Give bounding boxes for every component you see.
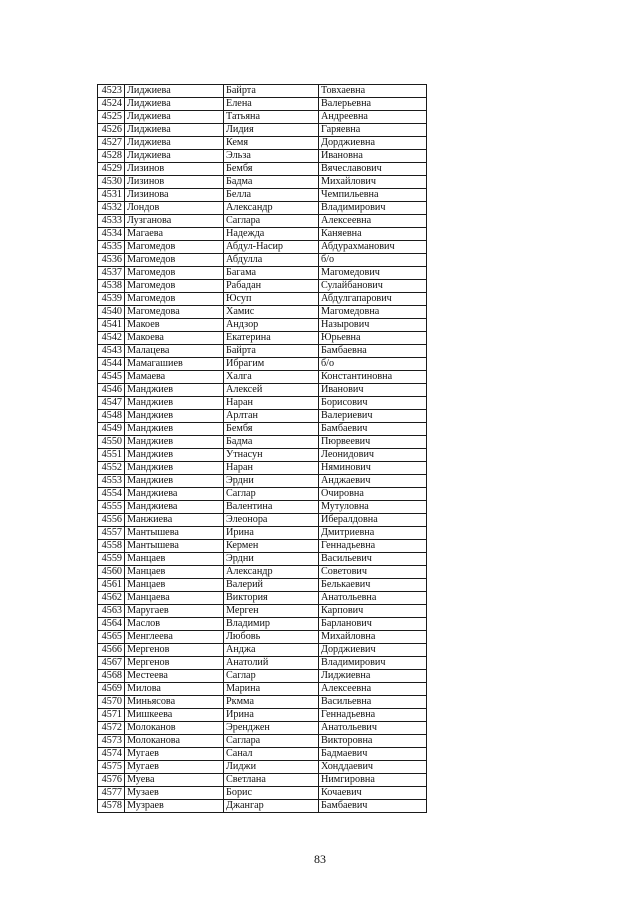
table-row <box>98 150 427 163</box>
patronymic-cell: Леонидович <box>319 449 427 462</box>
patronymic-cell: Сулайбанович <box>319 280 427 293</box>
table-row <box>98 475 427 488</box>
table-row <box>98 345 427 358</box>
surname-cell: Магаева <box>125 228 224 241</box>
surname-cell: Малацева <box>125 345 224 358</box>
page-number: 83 <box>314 852 326 866</box>
patronymic-cell: Барланович <box>319 618 427 631</box>
first-name-cell: Надежда <box>224 228 319 241</box>
patronymic-cell: Бамбаевна <box>319 345 427 358</box>
patronymic-cell: Вячеславович <box>319 163 427 176</box>
table-row <box>98 579 427 592</box>
first-name-cell: Ирина <box>224 709 319 722</box>
surname-cell: Молоканова <box>125 735 224 748</box>
row-number-cell: 4545 <box>98 371 125 384</box>
first-name-cell: Ибрагим <box>224 358 319 371</box>
patronymic-cell: Ибералдовна <box>319 514 427 527</box>
patronymic-cell: Юрьевна <box>319 332 427 345</box>
patronymic-cell: Васильевна <box>319 696 427 709</box>
patronymic-cell: Гаряевна <box>319 124 427 137</box>
row-number-cell: 4550 <box>98 436 125 449</box>
surname-cell: Магомедова <box>125 306 224 319</box>
patronymic-cell: Абдурахманович <box>319 241 427 254</box>
table-row <box>98 735 427 748</box>
row-number-cell: 4566 <box>98 644 125 657</box>
table-row <box>98 605 427 618</box>
table-row <box>98 527 427 540</box>
patronymic-cell: б/о <box>319 254 427 267</box>
patronymic-cell: Бамбаевич <box>319 423 427 436</box>
surname-cell: Менглеева <box>125 631 224 644</box>
surname-cell: Мергенов <box>125 644 224 657</box>
first-name-cell: Андзор <box>224 319 319 332</box>
table-row <box>98 332 427 345</box>
patronymic-cell: Владимирович <box>319 657 427 670</box>
row-number-cell: 4578 <box>98 800 125 813</box>
patronymic-cell: Ивановна <box>319 150 427 163</box>
patronymic-cell: Пюрвеевич <box>319 436 427 449</box>
first-name-cell: Абдул-Насир <box>224 241 319 254</box>
table-row <box>98 631 427 644</box>
surname-cell: Лондов <box>125 202 224 215</box>
table-row <box>98 293 427 306</box>
first-name-cell: Эльза <box>224 150 319 163</box>
patronymic-cell: Геннадьевна <box>319 709 427 722</box>
first-name-cell: Ркмма <box>224 696 319 709</box>
surname-cell: Музаев <box>125 787 224 800</box>
table-row <box>98 553 427 566</box>
patronymic-cell: Владимирович <box>319 202 427 215</box>
patronymic-cell: Андреевна <box>319 111 427 124</box>
first-name-cell: Кемя <box>224 137 319 150</box>
patronymic-cell: Михайлович <box>319 176 427 189</box>
table-row <box>98 202 427 215</box>
surname-cell: Манцаев <box>125 553 224 566</box>
table-row <box>98 280 427 293</box>
table-row <box>98 124 427 137</box>
patronymic-cell: Дорджиевна <box>319 137 427 150</box>
row-number-cell: 4548 <box>98 410 125 423</box>
surname-cell: Манджиев <box>125 397 224 410</box>
surname-cell: Лиджиева <box>125 111 224 124</box>
surname-cell: Магомедов <box>125 241 224 254</box>
first-name-cell: Джангар <box>224 800 319 813</box>
first-name-cell: Саглара <box>224 215 319 228</box>
surname-cell: Манджиев <box>125 423 224 436</box>
row-number-cell: 4569 <box>98 683 125 696</box>
table-row <box>98 176 427 189</box>
patronymic-cell: Советович <box>319 566 427 579</box>
row-number-cell: 4546 <box>98 384 125 397</box>
surname-cell: Лузганова <box>125 215 224 228</box>
row-number-cell: 4559 <box>98 553 125 566</box>
row-number-cell: 4563 <box>98 605 125 618</box>
row-number-cell: 4555 <box>98 501 125 514</box>
first-name-cell: Санал <box>224 748 319 761</box>
first-name-cell: Саглар <box>224 670 319 683</box>
table-row <box>98 592 427 605</box>
row-number-cell: 4551 <box>98 449 125 462</box>
first-name-cell: Наран <box>224 462 319 475</box>
table-row <box>98 761 427 774</box>
row-number-cell: 4562 <box>98 592 125 605</box>
first-name-cell: Елена <box>224 98 319 111</box>
patronymic-cell: Чемпильевна <box>319 189 427 202</box>
patronymic-cell: Назырович <box>319 319 427 332</box>
table-row <box>98 85 427 98</box>
row-number-cell: 4558 <box>98 540 125 553</box>
table-row <box>98 462 427 475</box>
patronymic-cell: Кочаевич <box>319 787 427 800</box>
first-name-cell: Валентина <box>224 501 319 514</box>
patronymic-cell: Очировна <box>319 488 427 501</box>
row-number-cell: 4523 <box>98 85 125 98</box>
surname-cell: Манджиев <box>125 410 224 423</box>
first-name-cell: Саглар <box>224 488 319 501</box>
row-number-cell: 4537 <box>98 267 125 280</box>
first-name-cell: Бадма <box>224 436 319 449</box>
first-name-cell: Борис <box>224 787 319 800</box>
surname-cell: Миньясова <box>125 696 224 709</box>
surname-cell: Маслов <box>125 618 224 631</box>
table-row <box>98 774 427 787</box>
patronymic-cell: Магомедович <box>319 267 427 280</box>
table-row <box>98 111 427 124</box>
surname-cell: Манцаева <box>125 592 224 605</box>
first-name-cell: Анджа <box>224 644 319 657</box>
row-number-cell: 4570 <box>98 696 125 709</box>
surname-cell: Магомедов <box>125 293 224 306</box>
first-name-cell: Татьяна <box>224 111 319 124</box>
row-number-cell: 4536 <box>98 254 125 267</box>
patronymic-cell: Валериевич <box>319 410 427 423</box>
table-row <box>98 618 427 631</box>
table-row <box>98 228 427 241</box>
surname-cell: Манджиев <box>125 436 224 449</box>
first-name-cell: Утнасун <box>224 449 319 462</box>
table-row <box>98 800 427 813</box>
surname-cell: Лиджиева <box>125 137 224 150</box>
first-name-cell: Любовь <box>224 631 319 644</box>
first-name-cell: Екатерина <box>224 332 319 345</box>
table-row <box>98 644 427 657</box>
first-name-cell: Бембя <box>224 163 319 176</box>
surname-cell: Мишкеева <box>125 709 224 722</box>
patronymic-cell: Нимгировна <box>319 774 427 787</box>
table-row <box>98 215 427 228</box>
patronymic-cell: Михайловна <box>319 631 427 644</box>
patronymic-cell: Анджаевич <box>319 475 427 488</box>
patronymic-cell: Бамбаевич <box>319 800 427 813</box>
surname-cell: Местеева <box>125 670 224 683</box>
table-row <box>98 449 427 462</box>
surname-cell: Муева <box>125 774 224 787</box>
surname-cell: Мергенов <box>125 657 224 670</box>
patronymic-cell: Алексеевна <box>319 215 427 228</box>
table-row <box>98 423 427 436</box>
surname-cell: Лиджиева <box>125 98 224 111</box>
first-name-cell: Анатолий <box>224 657 319 670</box>
surname-cell: Мугаев <box>125 761 224 774</box>
row-number-cell: 4528 <box>98 150 125 163</box>
patronymic-cell: Анатольевич <box>319 722 427 735</box>
table-row <box>98 306 427 319</box>
table-row <box>98 670 427 683</box>
row-number-cell: 4534 <box>98 228 125 241</box>
first-name-cell: Лиджи <box>224 761 319 774</box>
patronymic-cell: Товхаевна <box>319 85 427 98</box>
row-number-cell: 4525 <box>98 111 125 124</box>
table-row <box>98 514 427 527</box>
first-name-cell: Виктория <box>224 592 319 605</box>
surname-cell: Манджиев <box>125 475 224 488</box>
patronymic-cell: Няминович <box>319 462 427 475</box>
table-row <box>98 566 427 579</box>
first-name-cell: Халга <box>224 371 319 384</box>
first-name-cell: Мерген <box>224 605 319 618</box>
row-number-cell: 4539 <box>98 293 125 306</box>
first-name-cell: Ирина <box>224 527 319 540</box>
table-row <box>98 267 427 280</box>
table-row <box>98 501 427 514</box>
first-name-cell: Светлана <box>224 774 319 787</box>
surname-cell: Лизинова <box>125 189 224 202</box>
row-number-cell: 4574 <box>98 748 125 761</box>
table-row <box>98 657 427 670</box>
name-list-table <box>97 84 427 813</box>
surname-cell: Мамаева <box>125 371 224 384</box>
table-row <box>98 241 427 254</box>
patronymic-cell: Бадмаевич <box>319 748 427 761</box>
row-number-cell: 4531 <box>98 189 125 202</box>
first-name-cell: Бембя <box>224 423 319 436</box>
surname-cell: Лиджиева <box>125 150 224 163</box>
surname-cell: Мантышева <box>125 527 224 540</box>
row-number-cell: 4554 <box>98 488 125 501</box>
patronymic-cell: Валерьевна <box>319 98 427 111</box>
patronymic-cell: Викторовна <box>319 735 427 748</box>
first-name-cell: Эренджен <box>224 722 319 735</box>
surname-cell: Лиджиева <box>125 124 224 137</box>
table-row <box>98 137 427 150</box>
first-name-cell: Байрта <box>224 345 319 358</box>
first-name-cell: Элеонора <box>224 514 319 527</box>
surname-cell: Музраев <box>125 800 224 813</box>
table-row <box>98 787 427 800</box>
row-number-cell: 4576 <box>98 774 125 787</box>
first-name-cell: Лидия <box>224 124 319 137</box>
first-name-cell: Марина <box>224 683 319 696</box>
row-number-cell: 4561 <box>98 579 125 592</box>
patronymic-cell: Анатольевна <box>319 592 427 605</box>
table-row <box>98 189 427 202</box>
first-name-cell: Эрдни <box>224 553 319 566</box>
row-number-cell: 4532 <box>98 202 125 215</box>
row-number-cell: 4577 <box>98 787 125 800</box>
surname-cell: Магомедов <box>125 267 224 280</box>
surname-cell: Лизинов <box>125 163 224 176</box>
table-row <box>98 683 427 696</box>
first-name-cell: Багама <box>224 267 319 280</box>
table-row <box>98 254 427 267</box>
table-row <box>98 371 427 384</box>
patronymic-cell: Абдулгапарович <box>319 293 427 306</box>
first-name-cell: Эрдни <box>224 475 319 488</box>
first-name-cell: Алексей <box>224 384 319 397</box>
row-number-cell: 4573 <box>98 735 125 748</box>
table-row <box>98 696 427 709</box>
patronymic-cell: Васильевич <box>319 553 427 566</box>
row-number-cell: 4544 <box>98 358 125 371</box>
first-name-cell: Бадма <box>224 176 319 189</box>
row-number-cell: 4553 <box>98 475 125 488</box>
table-row <box>98 709 427 722</box>
table-row <box>98 748 427 761</box>
row-number-cell: 4529 <box>98 163 125 176</box>
row-number-cell: 4572 <box>98 722 125 735</box>
row-number-cell: 4533 <box>98 215 125 228</box>
surname-cell: Милова <box>125 683 224 696</box>
surname-cell: Манджиев <box>125 449 224 462</box>
patronymic-cell: Дорджиевич <box>319 644 427 657</box>
table-row <box>98 488 427 501</box>
table-row <box>98 384 427 397</box>
row-number-cell: 4547 <box>98 397 125 410</box>
table-row <box>98 410 427 423</box>
row-number-cell: 4549 <box>98 423 125 436</box>
row-number-cell: 4568 <box>98 670 125 683</box>
first-name-cell: Александр <box>224 202 319 215</box>
row-number-cell: 4535 <box>98 241 125 254</box>
patronymic-cell: Алексеевна <box>319 683 427 696</box>
patronymic-cell: Карпович <box>319 605 427 618</box>
first-name-cell: Валерий <box>224 579 319 592</box>
surname-cell: Молоканов <box>125 722 224 735</box>
surname-cell: Магомедов <box>125 280 224 293</box>
surname-cell: Маругаев <box>125 605 224 618</box>
row-number-cell: 4538 <box>98 280 125 293</box>
patronymic-cell: Магомедовна <box>319 306 427 319</box>
row-number-cell: 4524 <box>98 98 125 111</box>
patronymic-cell: Дмитриевна <box>319 527 427 540</box>
table-row <box>98 98 427 111</box>
row-number-cell: 4530 <box>98 176 125 189</box>
table-row <box>98 436 427 449</box>
surname-cell: Манджиева <box>125 488 224 501</box>
row-number-cell: 4565 <box>98 631 125 644</box>
surname-cell: Мантышева <box>125 540 224 553</box>
patronymic-cell: Иванович <box>319 384 427 397</box>
surname-cell: Манцаев <box>125 579 224 592</box>
first-name-cell: Наран <box>224 397 319 410</box>
surname-cell: Макоев <box>125 319 224 332</box>
surname-cell: Лиджиева <box>125 85 224 98</box>
surname-cell: Манджиев <box>125 462 224 475</box>
surname-cell: Мамагашиев <box>125 358 224 371</box>
table-row <box>98 722 427 735</box>
patronymic-cell: Белькаевич <box>319 579 427 592</box>
row-number-cell: 4552 <box>98 462 125 475</box>
row-number-cell: 4542 <box>98 332 125 345</box>
row-number-cell: 4540 <box>98 306 125 319</box>
first-name-cell: Байрта <box>224 85 319 98</box>
first-name-cell: Владимир <box>224 618 319 631</box>
surname-cell: Лизинов <box>125 176 224 189</box>
row-number-cell: 4543 <box>98 345 125 358</box>
surname-cell: Манджиев <box>125 384 224 397</box>
row-number-cell: 4556 <box>98 514 125 527</box>
first-name-cell: Кермен <box>224 540 319 553</box>
surname-cell: Манжиева <box>125 514 224 527</box>
surname-cell: Магомедов <box>125 254 224 267</box>
table-row <box>98 163 427 176</box>
patronymic-cell: Мутуловна <box>319 501 427 514</box>
table-row <box>98 397 427 410</box>
row-number-cell: 4571 <box>98 709 125 722</box>
row-number-cell: 4560 <box>98 566 125 579</box>
surname-cell: Манцаев <box>125 566 224 579</box>
patronymic-cell: Лиджиевна <box>319 670 427 683</box>
first-name-cell: Белла <box>224 189 319 202</box>
row-number-cell: 4564 <box>98 618 125 631</box>
table-row <box>98 319 427 332</box>
patronymic-cell: Каняевна <box>319 228 427 241</box>
surname-cell: Манджиева <box>125 501 224 514</box>
row-number-cell: 4527 <box>98 137 125 150</box>
row-number-cell: 4567 <box>98 657 125 670</box>
row-number-cell: 4526 <box>98 124 125 137</box>
first-name-cell: Абдулла <box>224 254 319 267</box>
first-name-cell: Хамис <box>224 306 319 319</box>
row-number-cell: 4557 <box>98 527 125 540</box>
patronymic-cell: Геннадьевна <box>319 540 427 553</box>
first-name-cell: Арлтан <box>224 410 319 423</box>
first-name-cell: Рабадан <box>224 280 319 293</box>
table-body <box>98 85 427 813</box>
first-name-cell: Саглара <box>224 735 319 748</box>
row-number-cell: 4575 <box>98 761 125 774</box>
patronymic-cell: Хонддаевич <box>319 761 427 774</box>
patronymic-cell: Константиновна <box>319 371 427 384</box>
table-row <box>98 540 427 553</box>
patronymic-cell: б/о <box>319 358 427 371</box>
table-row <box>98 358 427 371</box>
first-name-cell: Александр <box>224 566 319 579</box>
row-number-cell: 4541 <box>98 319 125 332</box>
surname-cell: Макоева <box>125 332 224 345</box>
patronymic-cell: Борисович <box>319 397 427 410</box>
first-name-cell: Юсуп <box>224 293 319 306</box>
surname-cell: Мугаев <box>125 748 224 761</box>
